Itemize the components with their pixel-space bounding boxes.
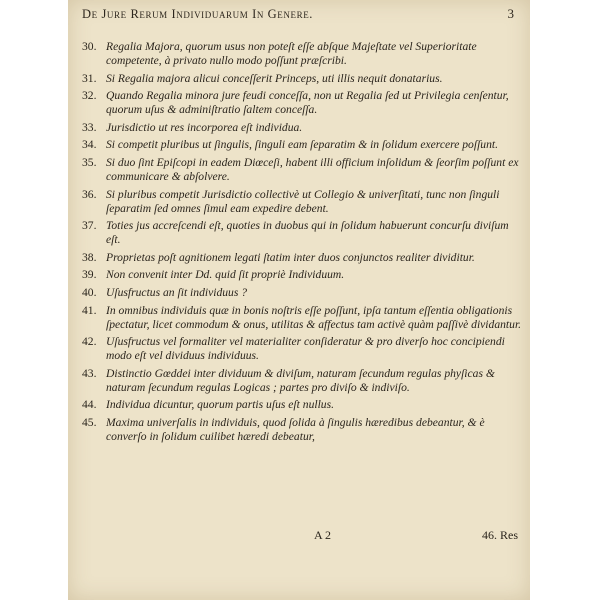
thesis-text: In omnibus individuis quæ in bonis noſtris eſſe poſſunt, ipſa tantum eſſentia obligationis ſpectatur, licet commodum & onus, utilitas & affectus tam activè quàm paſſivè dividantur. (106, 303, 522, 331)
thesis-item (82, 398, 522, 412)
page-footer (82, 528, 522, 544)
thesis-item (82, 121, 522, 135)
thesis-number: 39. (82, 268, 97, 282)
thesis-item (82, 188, 522, 216)
thesis-item (82, 416, 522, 444)
page-header (82, 6, 522, 22)
thesis-number: 41. (82, 303, 97, 317)
thesis-item (82, 286, 522, 300)
thesis-text: Quando Regalia minora jure feudi conceſſa, non ut Regalia ſed ut Privilegia cenſentur, quorum uſus & adminiſtratio ſaltem conceſſa. (106, 89, 509, 117)
thesis-number: 34. (82, 138, 97, 152)
thesis-text: Si Regalia majora alicui conceſſerit Princeps, uti illis nequit donatarius. (106, 71, 443, 85)
thesis-number: 32. (82, 89, 97, 103)
thesis-item (82, 304, 522, 332)
page-number: 3 (507, 6, 514, 21)
thesis-item (82, 138, 522, 152)
thesis-number: 35. (82, 155, 97, 169)
numbered-theses-list (82, 40, 522, 448)
thesis-text: Regalia Majora, quorum usus non poteſt eſſe abſque Majeſtate vel Superioritate competente, à privato nullo modo poſſunt præſcribi. (106, 40, 477, 67)
thesis-text: Si pluribus competit Jurisdictio collectivè ut Collegio & univerſitati, tunc non ſinguli ſeparatim ſed omnes ſimul eam expedire debent. (106, 187, 500, 215)
thesis-text: Si duo ſint Epiſcopi in eadem Diœceſi, habent illi officium inſolidum & ſeorſim poſſunt ex communicare & abſolvere. (106, 155, 519, 183)
thesis-item (82, 251, 522, 265)
thesis-number: 36. (82, 187, 97, 201)
thesis-text: Proprietas poſt agnitionem legati ſtatim inter duos conjunctos realiter dividitur. (106, 250, 475, 264)
thesis-text: Uſusfructus an ſit individuus ? (106, 285, 248, 299)
thesis-text: Uſusfructus vel formaliter vel materialiter conſideratur & pro diverſo hoc concipiendi modo eſt vel dividuus individuus. (106, 335, 505, 363)
thesis-number: 44. (82, 398, 97, 412)
thesis-item (82, 219, 522, 247)
thesis-item (82, 89, 522, 117)
thesis-item (82, 268, 522, 282)
thesis-item (82, 40, 522, 68)
thesis-item (82, 335, 522, 363)
thesis-item (82, 156, 522, 184)
thesis-number: 40. (82, 285, 97, 299)
thesis-number: 43. (82, 366, 97, 380)
thesis-number: 37. (82, 219, 97, 233)
thesis-item (82, 72, 522, 86)
thesis-text: Distinctio Gœddei inter dividuum & diviſum, naturam ſecundum regulas phyſicas & naturam ſecundum regulas Logicas ; partes pro diviſo & indiviſo. (106, 366, 495, 394)
thesis-number: 38. (82, 250, 97, 264)
thesis-item (82, 367, 522, 395)
thesis-text: Toties jus accreſcendi eſt, quoties in duobus qui in ſolidum habuerunt concurſu diviſum eſt. (106, 219, 509, 247)
thesis-text: Non convenit inter Dd. quid ſit propriè Individuum. (106, 268, 345, 282)
thesis-number: 33. (82, 120, 97, 134)
thesis-number: 30. (82, 40, 97, 53)
book-page (68, 0, 530, 600)
thesis-text: Individua dicuntur, quorum partis uſus eſt nullus. (106, 398, 335, 412)
thesis-text: Jurisdictio ut res incorporea eſt individua. (106, 120, 303, 134)
thesis-text: Maxima univerſalis in individuis, quod ſolida à ſingulis hæredibus debeantur, & è converſo in ſolidum cuilibet hæredi debeatur, (106, 415, 485, 443)
signature-mark: A 2 (314, 528, 332, 542)
thesis-number: 45. (82, 415, 97, 429)
thesis-number: 42. (82, 335, 97, 349)
thesis-number: 31. (82, 71, 97, 85)
running-title: De Jure Rerum Individuarum In Genere. (82, 7, 314, 21)
thesis-text: Si competit pluribus ut ſingulis, ſinguli eam ſeparatim & in ſolidum exercere poſſunt. (106, 138, 499, 152)
catchword: 46. Res (482, 528, 518, 542)
